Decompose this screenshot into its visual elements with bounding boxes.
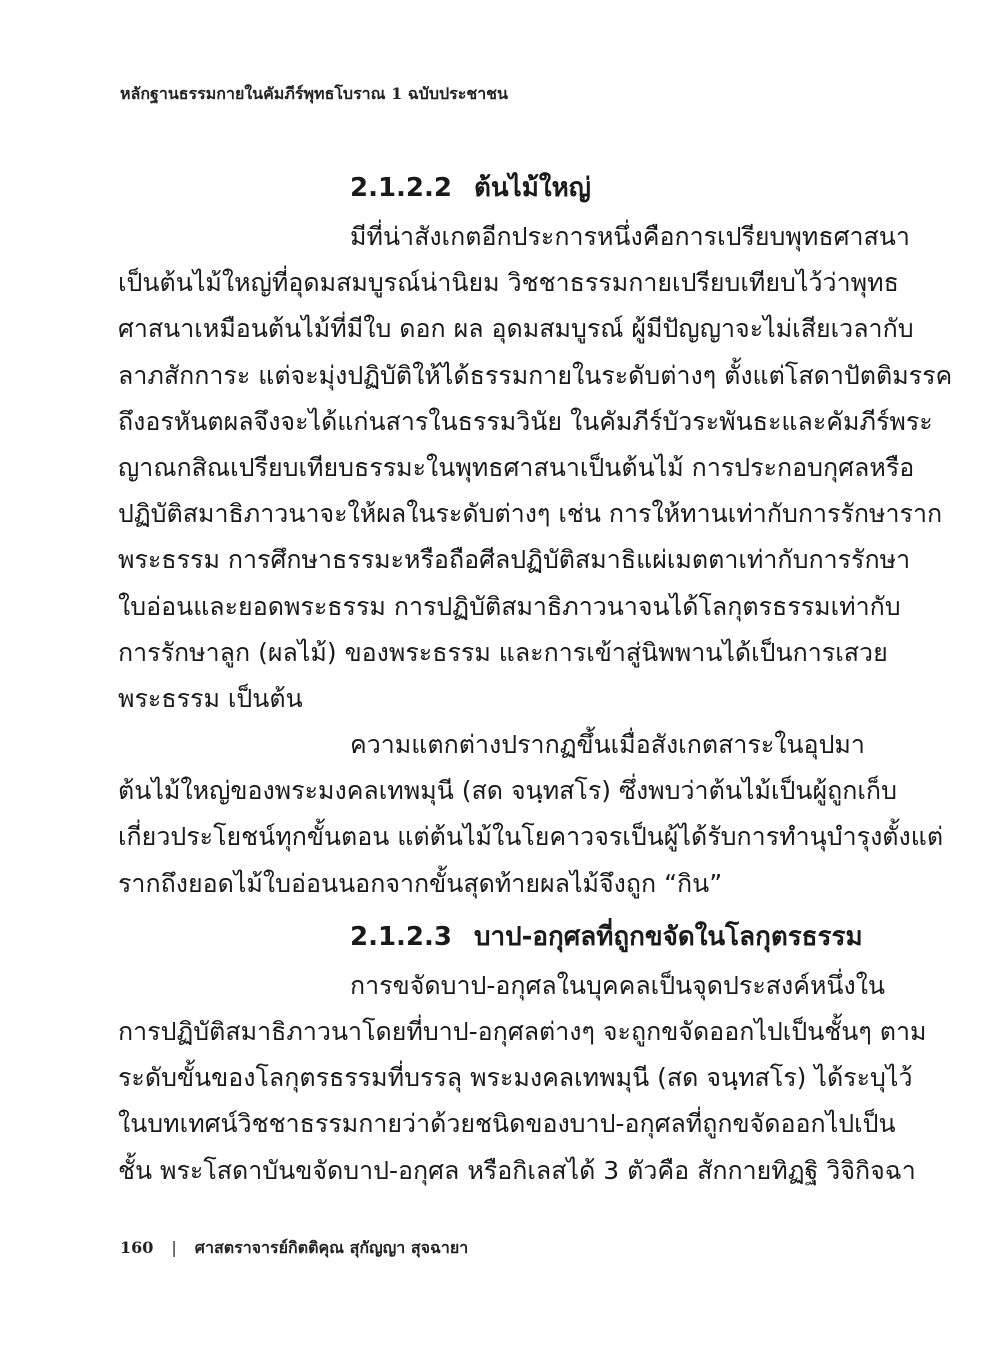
- text-line: ต้นไม้ใหญ่ของพระมงคลเทพมุนี (สด จนฺทสโร) ซึ่งพบว่าต้นไม้เป็นผู้ถูกเก็บ: [118, 776, 897, 806]
- section-title: บาป-อกุศลที่ถูกขจัดในโลกุตรธรรม: [474, 921, 863, 952]
- page-footer: [120, 1236, 468, 1261]
- text-line: เป็นต้นไม้ใหญ่ที่อุดมสมบูรณ์น่านิยม วิชชาธรรมกายเปรียบเทียบไว้ว่าพุทธ: [118, 268, 899, 298]
- text-line: รากถึงยอดไม้ใบอ่อนนอกจากขั้นสุดท้ายผลไม้จึงถูก “กิน”: [118, 868, 723, 898]
- text-line: ถึงอรหันตผลจึงจะได้แก่นสารในธรรมวินัย ในคัมภีร์บัวระพันธะและคัมภีร์พระ: [118, 406, 933, 436]
- text-line: ระดับขั้นของโลกุตรธรรมที่บรรลุ พระมงคลเทพมุนี (สด จนฺทสโร) ได้ระบุไว้: [118, 1063, 913, 1093]
- page-number: 160: [120, 1238, 154, 1257]
- text-line: ชั้น พระโสดาบันขจัดบาป-อกุศล หรือกิเลสได้ 3 ตัวคือ สักกายทิฏฐิ วิจิกิจฉา: [118, 1155, 916, 1185]
- text-line: ลาภสักการะ แต่จะมุ่งปฏิบัติให้ได้ธรรมกายในระดับต่างๆ ตั้งแต่โสดาปัตติมรรค: [118, 360, 953, 390]
- text-line: ศาสนาเหมือนต้นไม้ที่มีใบ ดอก ผล อุดมสมบูรณ์ ผู้มีปัญญาจะไม่เสียเวลากับ: [118, 314, 914, 344]
- section-number: 2.1.2.2: [350, 173, 452, 203]
- text-line: การขจัดบาป-อกุศลในบุคคลเป็นจุดประสงค์หนึ่งใน: [350, 970, 886, 1000]
- paragraph-defilements: [118, 963, 927, 1194]
- text-line: การรักษาลูก (ผลไม้) ของพระธรรม และการเข้าสู่นิพพานได้เป็นการเสวย: [118, 637, 888, 667]
- text-line: พระธรรม เป็นต้น: [118, 683, 303, 713]
- page-body: [118, 162, 953, 1194]
- footer-separator: |: [171, 1238, 177, 1257]
- text-line: การปฏิบัติสมาธิภาวนาโดยที่บาป-อกุศลต่างๆ จะถูกขจัดออกไปเป็นชั้นๆ ตาม: [118, 1017, 927, 1046]
- paragraph-difference: [118, 722, 944, 907]
- text-line: มีที่น่าสังเกตอีกประการหนึ่งคือการเปรียบพุทธศาสนา: [350, 222, 910, 251]
- section-title: ต้นไม้ใหญ่: [474, 173, 591, 203]
- section-heading-2-1-2-3: [118, 911, 863, 963]
- footer-author: ศาสตราจารย์กิตติคุณ สุกัญญา สุจฉายา: [194, 1238, 469, 1257]
- text-line: ในบทเทศน์วิชชาธรรมกายว่าด้วยชนิดของบาป-อกุศลที่ถูกขจัดออกไปเป็น: [118, 1109, 896, 1139]
- running-header: หลักฐานธรรมกายในคัมภีร์พุทธโบราณ 1 ฉบับประชาชน: [120, 84, 508, 103]
- text-line: ความแตกต่างปรากฏขึ้นเมื่อสังเกตสาระในอุปมา: [350, 730, 865, 760]
- text-line: ใบอ่อนและยอดพระธรรม การปฏิบัติสมาธิภาวนาจนได้โลกุตรธรรมเท่ากับ: [118, 591, 901, 621]
- section-heading-2-1-2-2: [118, 162, 852, 214]
- section-number: 2.1.2.3: [350, 921, 452, 952]
- paragraph-tree-metaphor: [118, 214, 953, 722]
- text-line: ญาณกสิณเปรียบเทียบธรรมะในพุทธศาสนาเป็นต้นไม้ การประกอบกุศลหรือ: [118, 452, 915, 482]
- text-line: พระธรรม การศึกษาธรรมะหรือถือศีลปฏิบัติสมาธิแผ่เมตตาเท่ากับการรักษา: [118, 545, 911, 575]
- text-line: เกี่ยวประโยชน์ทุกขั้นตอน แต่ต้นไม้ในโยคาวจรเป็นผู้ได้รับการทำนุบำรุงตั้งแต่: [118, 822, 944, 852]
- text-line: ปฏิบัติสมาธิภาวนาจะให้ผลในระดับต่างๆ เช่น การให้ทานเท่ากับการรักษาราก: [118, 499, 943, 529]
